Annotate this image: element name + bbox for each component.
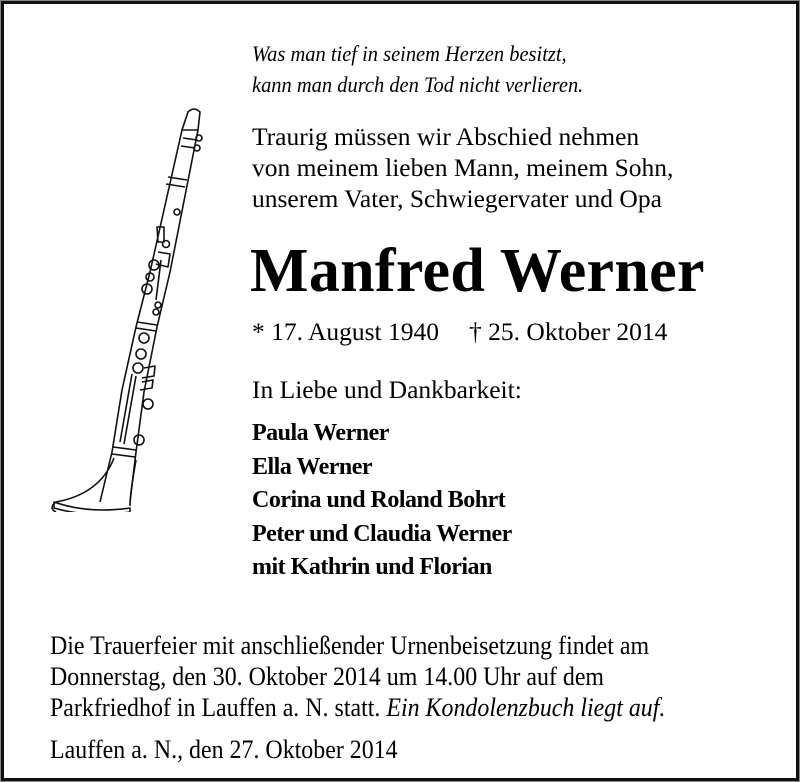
motto: [252, 38, 583, 100]
motto-line: kann man durch den Tod nicht verlieren.: [252, 72, 584, 97]
mourner-name: mit Kathrin und Florian: [252, 554, 492, 580]
funeral-line: Donnerstag, den 30. Oktober 2014 um 14.00 Uhr auf dem: [50, 662, 605, 691]
place-and-date: Lauffen a. N., den 27. Oktober 2014: [50, 735, 398, 764]
thanks-label: In Liebe und Dankbarkeit:: [252, 375, 522, 404]
mourner-name: Ella Werner: [252, 453, 373, 480]
mourner-name: Paula Werner: [252, 420, 389, 446]
intro-text: [252, 121, 673, 214]
motto-line: Was man tief in seinem Herzen besitzt,: [252, 41, 567, 66]
funeral-line: Die Trauerfeier mit anschließender Urnenbeisetzung findet am: [50, 631, 650, 660]
mourners-list: [252, 417, 512, 585]
clarinet-illustration-icon: [40, 102, 210, 512]
funeral-location: Parkfriedhof in Lauffen a. N. statt.: [50, 693, 387, 722]
intro-line: Traurig müssen wir Abschied nehmen: [252, 122, 640, 151]
funeral-line: [50, 692, 665, 723]
intro-line: unserem Vater, Schwiegervater und Opa: [252, 184, 662, 213]
condolence-book-note: Ein Kondolenzbuch liegt auf.: [386, 693, 666, 722]
life-dates: [252, 316, 667, 348]
death-date: † 25. Oktober 2014: [469, 317, 668, 346]
deceased-name: Manfred Werner: [250, 237, 705, 305]
funeral-notice: [50, 630, 665, 723]
mourner-name: Peter und Claudia Werner: [252, 520, 512, 547]
birth-date: * 17. August 1940: [252, 317, 440, 346]
intro-line: von meinem lieben Mann, meinem Sohn,: [252, 153, 674, 182]
mourner-name: Corina und Roland Bohrt: [252, 487, 506, 513]
